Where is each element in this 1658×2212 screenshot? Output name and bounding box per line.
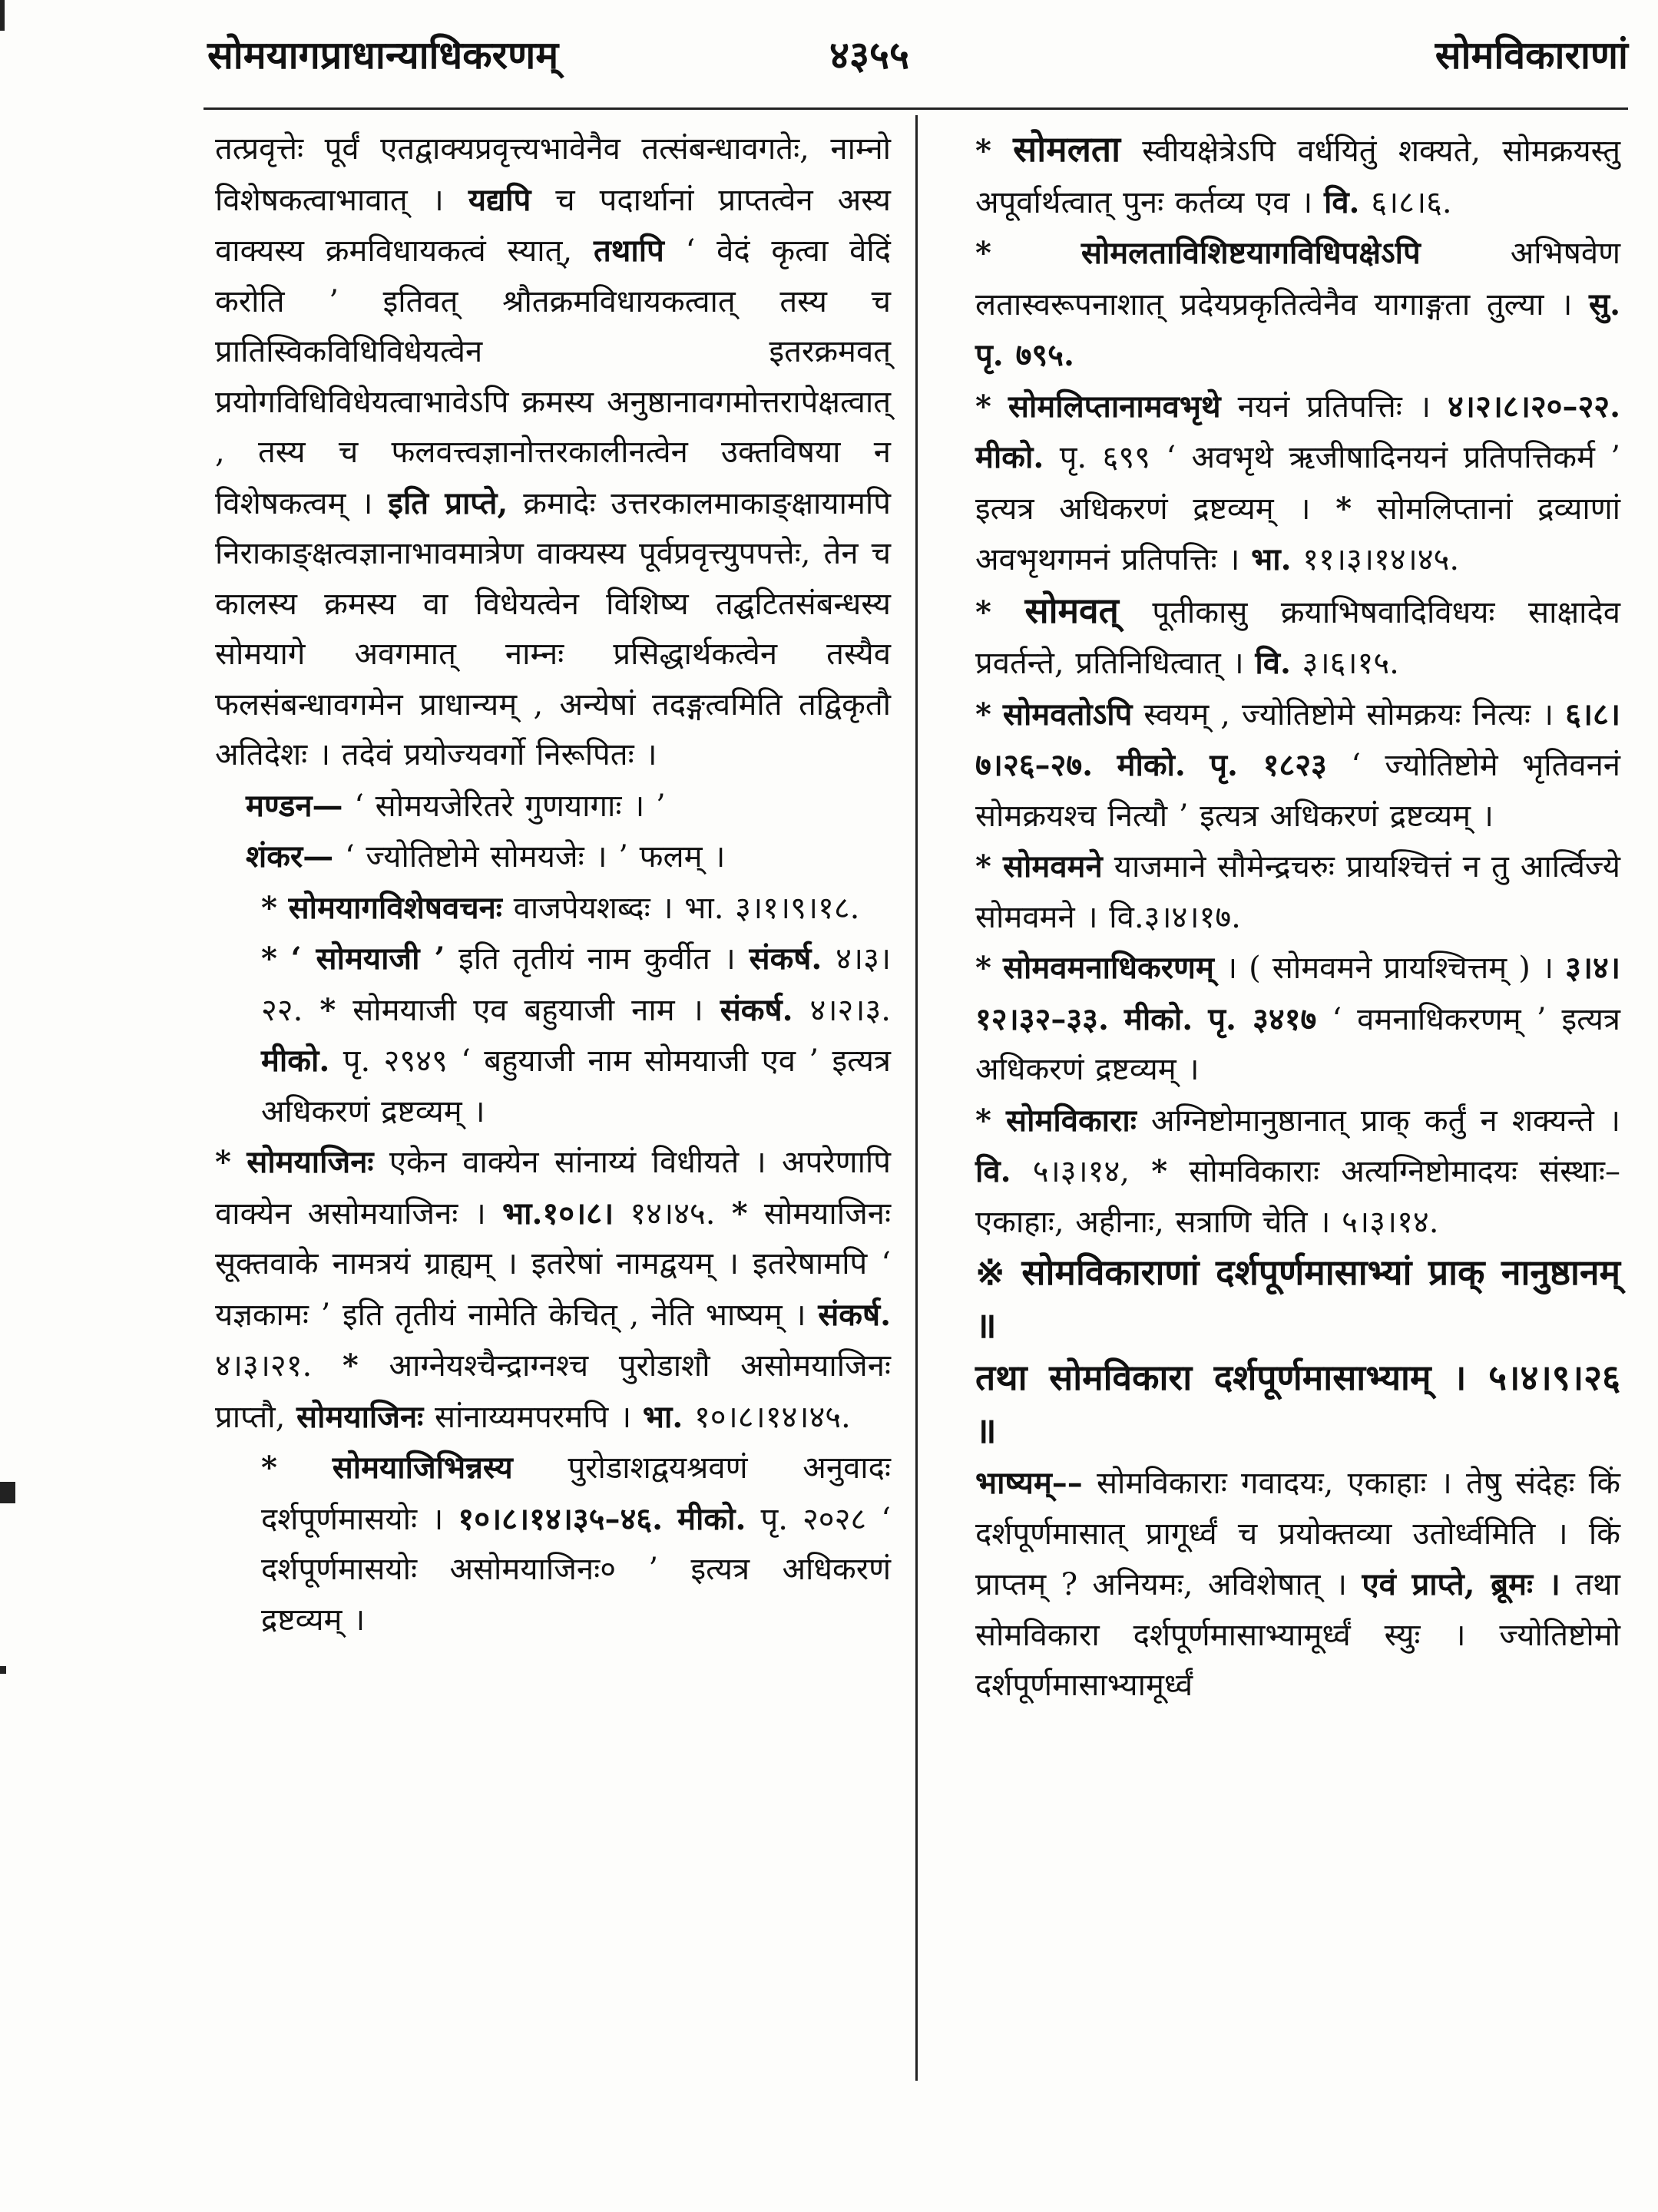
star-icon: * bbox=[319, 991, 336, 1028]
continuation-paragraph: तत्प्रवृत्तेः पूर्वं एतद्वाक्यप्रवृत्त्यभावेनैव तत्संबन्धावगतेः, नाम्नो विशेषकत्वाभावात् । यद्यपि च पदार्थानां प्राप्तत्वेन अस्य वाक्यस्य क्रमविधायकत्वं स्यात्, तथापि ‘ वेदं कृत्वा वेदिं करोति ’ इतिवत् श्रौतक्रमविधायकत्वात् तस्य च प्रातिस्विकविधिविधेयत्वेन इतरक्रमवत् प्रयोगविधिविधेयत्वाभावेऽपि क्रमस्य अनुष्ठानावगमोत्तरापेक्षत्वात् , तस्य च फलवत्त्वज्ञानोत्तरकालीनत्वेन उक्तविषया न विशेषकत्वम् । इति प्राप्ते, क्रमादेः उत्तरकालमाकाङ्क्षायामपि निराकाङ्क्षत्वज्ञानाभावमात्रेण वाक्यस्य पूर्वप्रवृत्त्युपपत्तेः, तेन च कालस्य क्रमस्य वा विधेयत्वेन विशिष्य तद्घटितसंबन्धस्य सोमयागे अवगमात् नाम्नः प्रसिद्धार्थकत्वेन तस्यैव फलसंबन्धावगमेन प्राधान्यम् , अन्येषां तदङ्गत्वमिति तद्विकृतौ अतिदेशः । तदेवं प्रयोज्यवर्गो निरूपितः । bbox=[215, 131, 891, 772]
star-icon: * bbox=[215, 1144, 231, 1180]
right-column bbox=[929, 124, 1620, 1711]
star-icon: * bbox=[731, 1195, 748, 1232]
star-icon: * bbox=[261, 889, 277, 926]
star-icon: * bbox=[975, 696, 991, 732]
sutra-line: तथा सोमविकारा दर्शपूर्णमासाभ्याम् । ५।४।९।२६ ॥ bbox=[975, 1357, 1620, 1451]
entry-somavamane: * सोमवमने याजमाने सौमेन्द्रचरुः प्रायश्चित्तं न तु आर्त्विज्ये सोमवमने । वि.३।४।१७. bbox=[975, 848, 1621, 935]
entry-somavikarah: * सोमविकाराः अग्निष्टोमानुष्ठानात् प्राक् कर्तुं न शक्यन्ते । वि. ५।३।१४, * सोमविकाराः अत्यग्निष्टोमादयः संस्थाः– एकाहाः, अहीनाः, सत्राणि चेति । ५।३।१४. bbox=[975, 1102, 1621, 1240]
star-icon: * bbox=[975, 950, 991, 986]
scan-mark bbox=[0, 1666, 6, 1674]
star-icon: * bbox=[975, 388, 991, 425]
page-number: ४३५५ bbox=[829, 32, 909, 78]
header-right-title: सोमविकाराणां bbox=[1435, 32, 1628, 78]
adhikarana-icon: ※ bbox=[975, 1251, 1008, 1293]
star-icon: * bbox=[975, 235, 991, 271]
star-icon: * bbox=[261, 941, 277, 977]
entry-somayaga-visheshavachana: * सोमयागविशेषवचनः वाजपेयशब्दः । भा. ३।१।९।१८. bbox=[261, 889, 860, 926]
entry-somavat: * सोमवत् पूतीकासु क्रयाभिषवादिविधयः साक्षादेव प्रवर्तन्ते, प्रतिनिधित्वात् । वि. ३।६।१५. bbox=[975, 589, 1620, 681]
star-icon: * bbox=[1335, 490, 1352, 527]
star-icon: * bbox=[342, 1347, 359, 1384]
page-header bbox=[207, 28, 1628, 81]
star-icon: * bbox=[975, 1102, 991, 1139]
header-left-title: सोमयागप्राधान्याधिकरणम् bbox=[207, 32, 559, 78]
scan-mark bbox=[0, 1482, 15, 1503]
bhashya-paragraph: भाष्यम्–– सोमविकाराः गवादयः, एकाहाः । तेषु संदेहः किं दर्शपूर्णमासात् प्रागूर्ध्वं च प्रयोक्तव्या उतोर्ध्वमिति । किं प्राप्तम् ? अनियमः, अविशेषात् । एवं प्राप्ते, ब्रूमः । तथा सोमविकारा दर्शपूर्णमासाभ्यामूर्ध्वं स्युः । ज्योतिष्टोमो दर्शपूर्णमासाभ्यामूर्ध्वं bbox=[975, 1465, 1620, 1703]
adhikarana-heading: ※ सोमविकाराणां दर्शपूर्णमासाभ्यां प्राक् नानुष्ठानम् ॥ bbox=[975, 1251, 1621, 1346]
entry-somayajinah: * सोमयाजिनः एकेन वाक्येन सांनाय्यं विधीयते । अपरेणापि वाक्येन असोमयाजिनः । भा.१०।८। १४।४५. * सोमयाजिनः सूक्तवाके नामत्रयं ग्राह्यम् । इतरेषां नामद्वयम् । इतरेषामपि ‘ यज्ञकामः ’ इति तृतीयं नामेति केचित् , नेति भाष्यम् । संकर्ष. ४।३।२१. * आग्नेयश्चैन्द्राग्नश्च पुरोडाशौ असोमयाजिनः प्राप्तौ, सोमयाजिनः सांनाय्यमपरमपि । भा. १०।८।१४।४५. bbox=[215, 1144, 892, 1435]
star-icon: * bbox=[975, 594, 991, 630]
shankara-line: शंकर— ‘ ज्योतिष्टोमे सोमयजेः । ’ फलम् । bbox=[246, 838, 726, 875]
left-column bbox=[215, 124, 891, 1645]
mandana-line: मण्डन— ‘ सोमयजेरितरे गुणयागाः । ’ bbox=[246, 787, 666, 824]
entry-somayajibhinnasya: * सोमयाजिभिन्नस्य पुरोडाशद्वयश्रवणं अनुवादः दर्शपूर्णमासयोः । १०।८।१४।३५–४६. मीको. पृ. २०२८ ‘ दर्शपूर्णमासयोः असोमयाजिनः० ’ इत्यत्र अधिकरणं द्रष्टव्यम् । bbox=[261, 1450, 892, 1638]
column-divider bbox=[915, 115, 918, 2081]
entry-somaliptanam: * सोमलिप्तानामवभृथे नयनं प्रतिपत्तिः । ४।२।८।२०–२२. मीको. पृ. ६९९ ‘ अवभृथे ऋजीषादिनयनं प्रतिपत्तिकर्म ’ इत्यत्र अधिकरणं द्रष्टव्यम् । * सोमलिप्तानां द्रव्याणां अवभृथगमनं प्रतिपत्तिः । भा. ११।३।१४।४५. bbox=[975, 388, 1621, 577]
entry-somayaji: * ‘ सोमयाजी ’ इति तृतीयं नाम कुर्वीत । संकर्ष. ४।३।२२. * सोमयाजी एव बहुयाजी नाम । संकर्ष. ४।२।३. मीको. पृ. २९४९ ‘ बहुयाजी नाम सोमयाजी एव ’ इत्यत्र अधिकरणं द्रष्टव्यम् । bbox=[261, 941, 892, 1129]
star-icon: * bbox=[975, 848, 991, 884]
entry-somalata-vishishta: * सोमलताविशिष्टयागविधिपक्षेऽपि अभिषवेण लतास्वरूपनाशात् प्रदेयप्रकृतित्वेनैव यागाङ्गता तुल्या । सु. पृ. ७९५. bbox=[975, 235, 1621, 373]
header-rule bbox=[204, 107, 1628, 110]
entry-somavamanadhikaranam: * सोमवमनाधिकरणम् । ( सोमवमने प्रायश्चित्तम् ) । ३।४।१२।३२–३३. मीको. पृ. ३४१७ ‘ वमनाधिकरणम् ’ इत्यत्र अधिकरणं द्रष्टव्यम् । bbox=[975, 950, 1620, 1087]
star-icon: * bbox=[261, 1450, 277, 1486]
entry-somavato-api: * सोमवतोऽपि स्वयम् , ज्योतिष्टोमे सोमक्रयः नित्यः । ६।८।७।२६–२७. मीको. पृ. १८२३ ‘ ज्योतिष्टोमे भृतिवननं सोमक्रयश्च नित्यौ ’ इत्यत्र अधिकरणं द्रष्टव्यम् । bbox=[975, 696, 1621, 834]
scan-mark bbox=[0, 0, 5, 31]
entry-somalata: * सोमलता स्वीयक्षेत्रेऽपि वर्धयितुं शक्यते, सोमक्रयस्तु अपूर्वार्थत्वात् पुनः कर्तव्य एव । वि. ६।८।६. bbox=[975, 128, 1620, 220]
star-icon: * bbox=[975, 133, 991, 169]
star-icon: * bbox=[1151, 1153, 1168, 1189]
